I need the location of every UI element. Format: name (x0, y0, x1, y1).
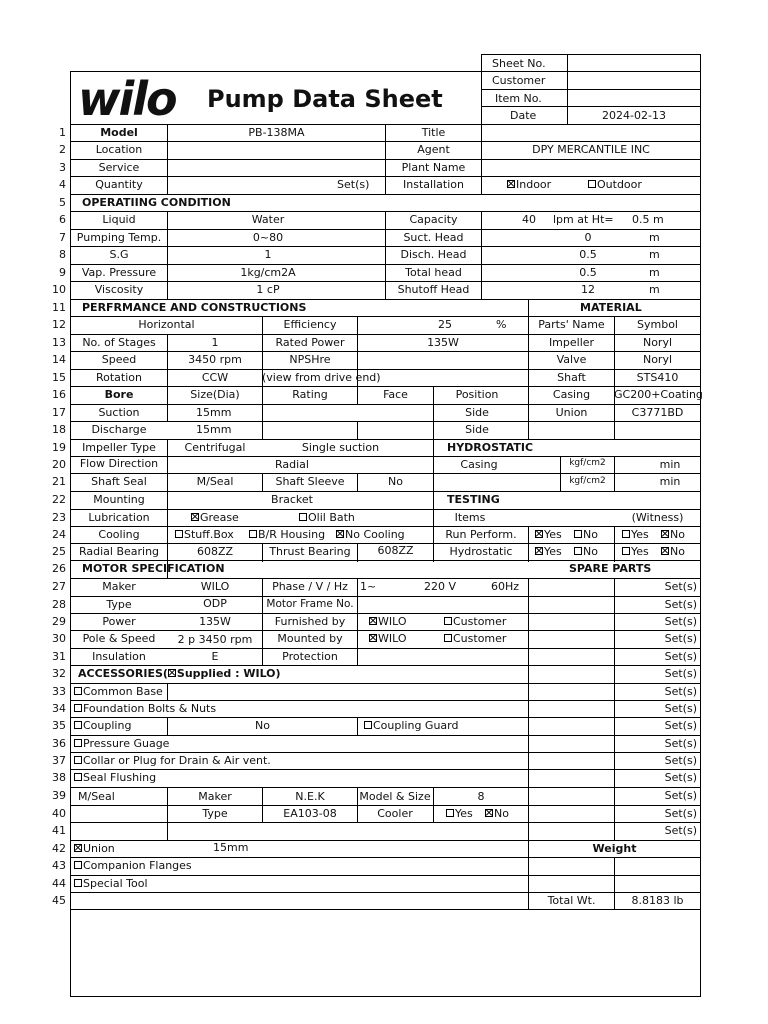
item-no-label: Item No. (495, 92, 542, 105)
hydro-witness-no-option[interactable]: No (661, 543, 685, 560)
weight-heading: Weight (592, 842, 637, 855)
spare-set-unit: Set(s) (664, 754, 697, 767)
spare-set-unit: Set(s) (664, 615, 697, 628)
mounted-label: Mounted by (277, 632, 343, 645)
row-number: 36 (52, 737, 66, 750)
material-symbol: STS410 (636, 371, 679, 384)
total-head-value: 0.5 (579, 266, 597, 279)
companion-flanges-checkbox[interactable] (74, 861, 82, 869)
motor-maker-label: Maker (102, 580, 136, 593)
row-number: 41 (52, 824, 66, 837)
mounted-wilo-checkbox[interactable] (369, 634, 377, 642)
testing-items-label: Items (454, 511, 486, 524)
coupling-value: No (255, 719, 270, 732)
row-number: 25 (52, 545, 66, 558)
npshre-label: NPSHre (289, 353, 331, 366)
mseal-maker-value: N.E.K (295, 790, 325, 803)
thrust-bearing-label: Thrust Bearing (269, 545, 351, 558)
stages-value: 1 (211, 336, 219, 349)
run-yes-checkbox[interactable] (535, 530, 543, 538)
hydro-no-option[interactable]: No (574, 543, 598, 560)
rotation-label: Rotation (95, 371, 142, 384)
material-symbol: Noryl (642, 353, 673, 366)
material-part-name: Shaft (557, 371, 586, 384)
total-weight-label: Total Wt. (547, 894, 596, 907)
row-number: 35 (52, 719, 66, 732)
phase-label: Phase / V / Hz (272, 580, 348, 593)
furnished-customer-option[interactable]: Customer (444, 613, 506, 630)
agent-value: DPY MERCANTILE INC (532, 143, 650, 156)
motor-type-value: ODP (203, 597, 227, 610)
run-no-checkbox[interactable] (574, 530, 582, 538)
run-no-option[interactable]: No (574, 526, 598, 543)
phase-value: 1~ (360, 580, 377, 593)
hydro-witness-yes-checkbox[interactable] (622, 547, 630, 555)
row-number: 11 (52, 301, 66, 314)
suct-value: 0 (584, 231, 592, 244)
hydro-row2-unit: kgf/cm2 (569, 476, 606, 486)
disch-value: 0.5 (579, 248, 597, 261)
shaft-sleeve-label: Shaft Sleeve (275, 475, 345, 488)
suct-label: Suct. Head (403, 231, 464, 244)
furnished-wilo-option[interactable]: WILO (369, 613, 407, 630)
pressure-gauge-checkbox[interactable] (74, 739, 82, 747)
row-number: 14 (52, 353, 66, 366)
row-number: 44 (52, 877, 66, 890)
hydro-row2-min: min (659, 475, 681, 488)
motor-heading: MOTOR SPECIFICATION (82, 562, 225, 575)
cooler-yes-checkbox[interactable] (446, 809, 454, 817)
hydro-casing-unit: kgf/cm2 (569, 458, 606, 468)
hydro-casing-label: Casing (460, 458, 498, 471)
row-number: 7 (59, 231, 66, 244)
hydro-witness-no-checkbox[interactable] (661, 547, 669, 555)
capacity-label: Capacity (409, 213, 458, 226)
row-number: 19 (52, 441, 66, 454)
mseal-maker-label: Maker (198, 790, 232, 803)
mseal-label: M/Seal (78, 790, 115, 803)
thrust-bearing-value: 608ZZ (377, 544, 414, 557)
operating-heading: OPERATIING CONDITION (82, 196, 231, 209)
row-number: 22 (52, 493, 66, 506)
row-number: 2 (59, 143, 66, 156)
mounting-value: Bracket (271, 493, 313, 506)
row-number: 13 (52, 336, 66, 349)
symbol-label: Symbol (637, 318, 678, 331)
total-head-label: Total head (405, 266, 462, 279)
union-checkbox[interactable] (74, 844, 82, 852)
model-size-value: 8 (477, 790, 485, 803)
discharge-position: Side (465, 423, 489, 436)
no-cooling-checkbox[interactable] (336, 530, 344, 538)
spare-set-unit: Set(s) (664, 737, 697, 750)
row-number: 38 (52, 771, 66, 784)
impeller-type-label: Impeller Type (82, 441, 156, 454)
installation-label: Installation (403, 178, 464, 191)
spare-set-unit: Set(s) (664, 789, 697, 802)
row-number: 33 (52, 685, 66, 698)
quantity-unit: Set(s) (337, 178, 370, 191)
row-number: 28 (52, 598, 66, 611)
radial-bearing-value: 608ZZ (196, 545, 234, 558)
indoor-checkbox[interactable] (507, 180, 515, 188)
hydrostatic-heading: HYDROSTATIC (447, 441, 534, 454)
testing-heading: TESTING (447, 493, 500, 506)
insulation-label: Insulation (92, 650, 146, 663)
row-number: 21 (52, 475, 66, 488)
material-symbol: C3771BD (631, 406, 684, 419)
capacity-value: 40 (522, 213, 536, 226)
liquid-value: Water (251, 213, 285, 226)
oil-bath-checkbox[interactable] (299, 513, 307, 521)
shaft-seal-label: Shaft Seal (91, 475, 147, 488)
witness-label: (Witness) (631, 511, 684, 524)
spare-set-unit: Set(s) (664, 632, 697, 645)
impeller-type-value: Centrifugal (184, 441, 246, 454)
seal-flushing-option[interactable]: Seal Flushing (74, 769, 156, 786)
union-option[interactable]: Union (74, 840, 115, 857)
cooler-no-checkbox[interactable] (485, 809, 493, 817)
quantity-label: Quantity (95, 178, 143, 191)
row-number: 1 (59, 126, 66, 139)
construction-heading: PERFRMANCE AND CONSTRUCTIONS (82, 301, 307, 314)
row-number: 6 (59, 213, 66, 226)
model-size-label: Model & Size (359, 790, 431, 803)
spare-set-unit: Set(s) (664, 719, 697, 732)
common-base-checkbox[interactable] (74, 687, 82, 695)
sg-label: S.G (109, 248, 129, 261)
row-number: 34 (52, 702, 66, 715)
row-number: 37 (52, 754, 66, 767)
vap-label: Vap. Pressure (81, 266, 157, 279)
row-number: 15 (52, 371, 66, 384)
visc-label: Viscosity (94, 283, 144, 296)
spare-set-unit: Set(s) (664, 685, 697, 698)
plant-label: Plant Name (401, 161, 466, 174)
agent-label: Agent (417, 143, 450, 156)
coupling-guard-option[interactable]: Coupling Guard (364, 717, 458, 734)
run-witness-no-option[interactable]: No (661, 526, 685, 543)
position-label: Position (455, 388, 499, 401)
mseal-type-value: EA103-08 (283, 807, 337, 820)
row-number: 27 (52, 580, 66, 593)
volt-value: 220 V (424, 580, 457, 593)
run-yes-option[interactable]: Yes (535, 526, 562, 543)
mounted-customer-option[interactable]: Customer (444, 630, 506, 647)
suction-size: 15mm (196, 406, 232, 419)
outdoor-checkbox[interactable] (588, 180, 596, 188)
vap-value: 1kg/cm2A (240, 266, 296, 279)
face-label: Face (383, 388, 408, 401)
row-number: 5 (59, 196, 66, 209)
run-perform-label: Run Perform. (445, 528, 517, 541)
motor-type-label: Type (106, 598, 132, 611)
collar-checkbox[interactable] (74, 756, 82, 764)
row-number: 45 (52, 894, 66, 907)
capacity-unit: lpm at Ht= (553, 213, 614, 226)
row-divider (70, 822, 701, 823)
coupling-guard-checkbox[interactable] (364, 721, 372, 729)
impeller-suction-value: Single suction (301, 441, 380, 454)
wilo-logo: wilo (78, 72, 176, 126)
row-number: 39 (52, 789, 66, 802)
row-number: 40 (52, 807, 66, 820)
pole-label: Pole & Speed (82, 632, 156, 645)
row-divider (70, 683, 701, 684)
size-label: Size(Dia) (190, 388, 240, 401)
radial-bearing-label: Radial Bearing (78, 545, 160, 558)
shutoff-value: 12 (581, 283, 595, 296)
rotation-value: CCW (201, 371, 229, 384)
stages-label: No. of Stages (82, 336, 156, 349)
efficiency-unit: % (496, 318, 507, 331)
capacity-ht: 0.5 m (632, 213, 664, 226)
horizontal-value: Horizontal (138, 318, 195, 331)
special-tool-option[interactable]: Special Tool (74, 875, 148, 892)
material-part-name: Valve (556, 353, 587, 366)
no-cooling-option[interactable]: No Cooling (336, 526, 405, 543)
br-housing-option[interactable]: B/R Housing (249, 526, 325, 543)
shaft-seal-value: M/Seal (196, 475, 234, 488)
hydro-casing-min: min (659, 458, 681, 471)
hydro-yes-checkbox[interactable] (535, 547, 543, 555)
shaft-sleeve-value: No (388, 475, 403, 488)
row-divider (70, 909, 701, 910)
furnished-label: Furnished by (274, 615, 346, 628)
efficiency-label: Efficiency (283, 318, 337, 331)
pressure-gauge-option[interactable]: Pressure Guage (74, 735, 169, 752)
efficiency-value: 25 (438, 318, 452, 331)
special-tool-checkbox[interactable] (74, 879, 82, 887)
shutoff-unit: m (649, 283, 660, 296)
row-number: 8 (59, 248, 66, 261)
hydrostatic-test-label: Hydrostatic (449, 545, 513, 558)
suction-position: Side (465, 406, 489, 419)
total-weight-value: 8.8183 lb (631, 894, 684, 907)
spare-set-unit: Set(s) (664, 807, 697, 820)
mseal-type-label: Type (202, 807, 228, 820)
row-number: 17 (52, 406, 66, 419)
customer-label: Customer (492, 74, 546, 87)
material-part-name: Union (555, 406, 588, 419)
location-label: Location (95, 143, 143, 156)
furnished-customer-checkbox[interactable] (444, 617, 452, 625)
run-witness-yes-option[interactable]: Yes (622, 526, 649, 543)
row-number: 4 (59, 178, 66, 191)
rated-power-label: Rated Power (275, 336, 345, 349)
spare-set-unit: Set(s) (664, 667, 697, 680)
row-number: 20 (52, 458, 66, 471)
row-number: 24 (52, 528, 66, 541)
motor-power-label: Power (102, 615, 136, 628)
foundation-checkbox[interactable] (74, 704, 82, 712)
stuff-box-option[interactable]: Stuff.Box (175, 526, 234, 543)
sheet-no-label: Sheet No. (492, 57, 546, 70)
spare-parts-heading: SPARE PARTS (569, 562, 652, 575)
row-number: 42 (52, 842, 66, 855)
row-number: 10 (52, 283, 66, 296)
spare-set-unit: Set(s) (664, 702, 697, 715)
bore-label: Bore (104, 388, 134, 401)
run-witness-no-checkbox[interactable] (661, 530, 669, 538)
grease-checkbox[interactable] (191, 513, 199, 521)
coupling-option[interactable]: Coupling (74, 717, 131, 734)
mounted-wilo-option[interactable]: WILO (369, 630, 407, 647)
row-number: 18 (52, 423, 66, 436)
suction-label: Suction (98, 406, 140, 419)
cooler-yes-option[interactable]: Yes (446, 805, 473, 822)
stuff-box-checkbox[interactable] (175, 530, 183, 538)
spare-set-unit: Set(s) (664, 771, 697, 784)
furnished-wilo-checkbox[interactable] (369, 617, 377, 625)
shutoff-label: Shutoff Head (397, 283, 470, 296)
mounted-customer-checkbox[interactable] (444, 634, 452, 642)
coupling-checkbox[interactable] (74, 721, 82, 729)
pole-value: 2 p 3450 rpm (177, 633, 253, 646)
date-label: Date (510, 109, 537, 122)
hydro-witness-yes-option[interactable]: Yes (622, 543, 649, 560)
row-divider (70, 769, 701, 770)
seal-flushing-checkbox[interactable] (74, 773, 82, 781)
rotation-note: (view from drive end) (262, 371, 381, 384)
hz-value: 60Hz (491, 580, 520, 593)
spare-set-unit: Set(s) (664, 598, 697, 611)
common-base-option[interactable]: Common Base (74, 683, 163, 700)
date-value: 2024-02-13 (602, 109, 666, 122)
hydro-yes-option[interactable]: Yes (535, 543, 562, 560)
grease-option[interactable]: Grease (191, 509, 239, 526)
cooler-label: Cooler (377, 807, 413, 820)
liquid-label: Liquid (102, 213, 136, 226)
row-number: 43 (52, 859, 66, 872)
sg-value: 1 (264, 248, 272, 261)
temp-label: Pumping Temp. (76, 231, 162, 244)
spare-set-unit: Set(s) (664, 650, 697, 663)
motor-maker-value: WILO (200, 580, 230, 593)
lubrication-label: Lubrication (88, 511, 150, 524)
row-number: 23 (52, 511, 66, 524)
disch-label: Disch. Head (400, 248, 467, 261)
row-number: 26 (52, 562, 66, 575)
hydro-no-checkbox[interactable] (574, 547, 582, 555)
spare-set-unit: Set(s) (664, 580, 697, 593)
br-housing-checkbox[interactable] (249, 530, 257, 538)
row-number: 29 (52, 615, 66, 628)
row-number: 3 (59, 161, 66, 174)
parts-name-label: Parts' Name (538, 318, 605, 331)
flow-label: Flow Direction (79, 457, 159, 470)
outdoor-option[interactable]: Outdoor (588, 176, 642, 193)
material-symbol: GC200+Coating (614, 388, 703, 401)
spare-set-unit: Set(s) (664, 824, 697, 837)
rated-power-value: 135W (427, 336, 459, 349)
visc-value: 1 cP (256, 283, 280, 296)
suct-unit: m (649, 231, 660, 244)
model-value: PB-138MA (248, 126, 305, 139)
rating-label: Rating (292, 388, 328, 401)
collar-option[interactable]: Collar or Plug for Drain & Air vent. (74, 752, 271, 769)
discharge-size: 15mm (196, 423, 232, 436)
material-symbol: Noryl (642, 336, 673, 349)
mounting-label: Mounting (93, 493, 145, 506)
cooler-no-option[interactable]: No (485, 805, 509, 822)
oil-bath-option[interactable]: Olil Bath (299, 509, 355, 526)
total-head-unit: m (649, 266, 660, 279)
row-number: 31 (52, 650, 66, 663)
flow-value: Radial (275, 458, 309, 471)
material-part-name: Casing (552, 388, 591, 401)
row-divider (70, 875, 701, 876)
title-label: Title (421, 126, 446, 139)
material-heading: MATERIAL (580, 301, 642, 314)
protection-label: Protection (282, 650, 338, 663)
speed-value: 3450 rpm (188, 353, 242, 366)
supplied-checkbox[interactable] (168, 669, 176, 677)
model-label: Model (100, 126, 138, 139)
row-number: 30 (52, 632, 66, 645)
foundation-option[interactable]: Foundation Bolts & Nuts (74, 700, 216, 717)
cooling-label: Cooling (98, 528, 140, 541)
accessories-heading: ACCESSORIES( Supplied : WILO) (78, 667, 281, 680)
row-number: 16 (52, 388, 66, 401)
speed-label: Speed (101, 353, 137, 366)
row-number: 9 (59, 266, 66, 279)
row-number: 12 (52, 318, 66, 331)
row-number: 32 (52, 667, 66, 680)
run-witness-yes-checkbox[interactable] (622, 530, 630, 538)
material-part-name: Impeller (548, 336, 595, 349)
temp-value: 0~80 (252, 231, 284, 244)
motor-frame-label: Motor Frame No. (266, 598, 354, 610)
insulation-value: E (211, 650, 219, 663)
discharge-label: Discharge (91, 423, 147, 436)
companion-flanges-option[interactable]: Companion Flanges (74, 857, 192, 874)
page-title: Pump Data Sheet (207, 85, 443, 113)
disch-unit: m (649, 248, 660, 261)
union-size: 15mm (213, 841, 249, 854)
motor-power-value: 135W (199, 615, 231, 628)
indoor-option[interactable]: Indoor (507, 176, 551, 193)
service-label: Service (98, 161, 140, 174)
